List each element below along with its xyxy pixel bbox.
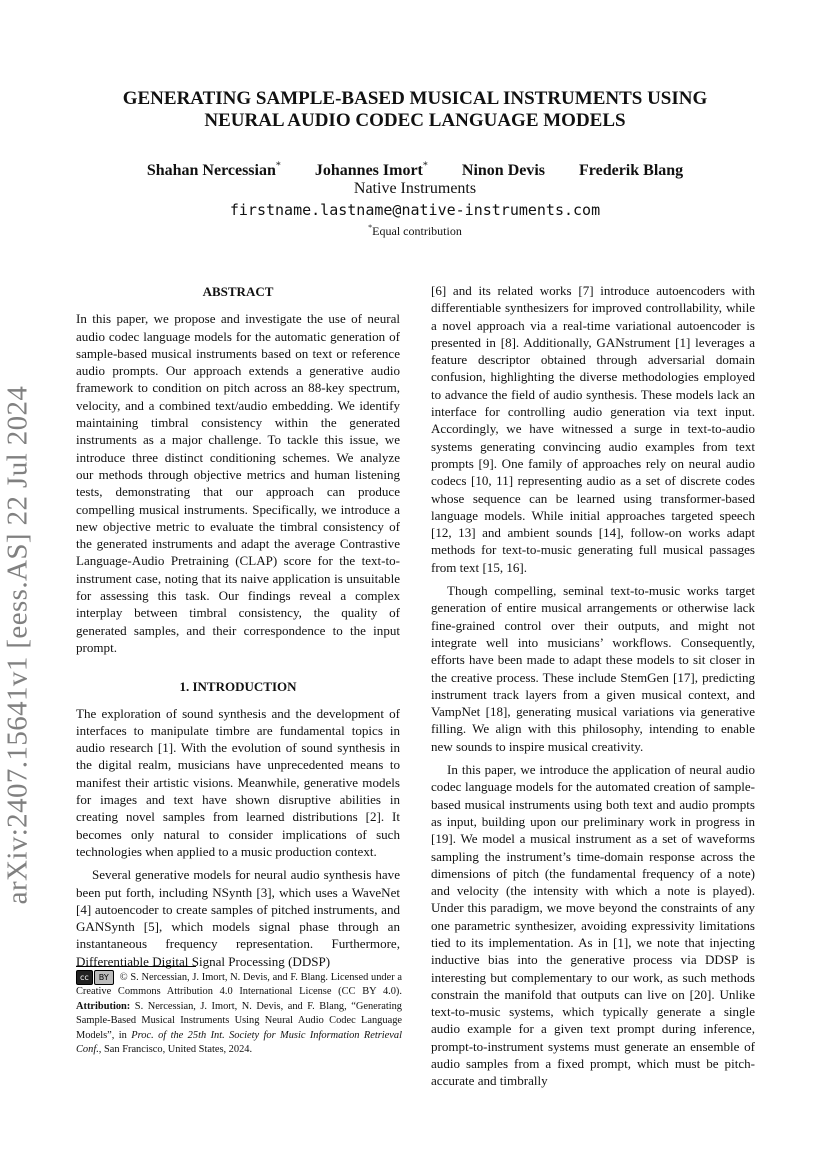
author-name: Ninon Devis [461,162,546,180]
affiliation: Native Instruments [353,180,477,197]
body-paragraph-3: In this paper, we introduce the application of neural audio codec language models for the automated creation of sample-based musical instruments using both text and audio prompts as input, building upon our preliminary work in progress in [19]. We model a musical instrument as a set of waveforms sampling the instrument’s time-domain response across the dimensions of pitch (the fundamental frequency of a note) and velocity (the intensity with which a note is played). Under this paradigm, we move beyond the constraints of any one parametric synthesizer, avoiding expressivity limitations tied to its implementation. As in [1], we note that injecting inductive bias into the generative process via DDSP is interesting but complementary to our work, as such methods constrain the manifold that outputs can live on [20]. Unlike text-to-music systems, which typically generate a single audio example for a given text prompt during inference, prompt-to-instrument systems must generate an ensemble of audio samples from a fixed prompt, which must be pitch-accurate and timbrally [431,762,755,1089]
attribution-label: Attribution: [76,1000,131,1012]
footnote-rule [76,966,196,967]
author [147,162,281,179]
author [579,162,683,179]
venue-text: Proc. of the 25th Int. Society for Music Information Retrieval Conf., [76,1029,402,1055]
license-footnote [76,970,402,1057]
cc-icon: cc [76,970,93,985]
abstract-text: In this paper, we propose and investigate the use of neural audio codec language models for the automatic generation of sample-based musical instruments based on text or reference audio prompts. Our approach extends a generative audio framework to condition on pitch across an 88-key spectrum, velocity, and a combined text/audio embedding. We identify maintaining timbral consistency within the generated instruments as a major challenge. To tackle this issue, we introduce three distinct conditioning schemes. We analyze our methods through objective metrics and human listening tests, demonstrating that our approach can produce compelling musical instruments. Specifically, we introduce a new objective metric to evaluate the timbral consistency of the generated instruments and adapt the average Contrastive Language-Audio Pretraining (CLAP) score for the text-to-instrument case, noting that its naive application is unsuitable for assessing this task. Our findings reveal a complex interplay between timbral consistency, the quality of generated samples, and their correspondence to the input prompt. [76,311,400,655]
left-column [76,283,400,970]
by-icon: BY [94,970,114,985]
attribution-text: S. Nercessian, J. Imort, N. Devis, and F. Blang, “Generating Sample-Based Musical Instruments Using Neural Audio Codec Language Models”, in [76,1000,402,1041]
author-list [60,161,770,180]
author [462,162,545,179]
intro-paragraph-1: The exploration of sound synthesis and the development of interfaces to manipulate timbre are fundamental topics in audio research [1]. With the evolution of sound synthesis in the digital realm, musicians have unprecedented means to manifest their artistic visions. Meanwhile, generative models for images and text have shown disruptive abilities in creating novel samples from learned distributions [2]. It becomes only natural to consider implications of such technologies when applied to a music production context. [76,705,400,859]
right-column [431,282,755,1090]
title-line-1: GENERATING SAMPLE-BASED MUSICAL INSTRUMENTS USING [122,88,708,109]
abstract-heading: ABSTRACT [202,284,274,299]
body-paragraph-1: [6] and its related works [7] introduce autoencoders with differentiable synthesizers for improved controllability, while a novel approach via a real-time variational autoencoder is presented in [8]. Additionally, GANstrument [1] leverages a feature descriptor obtained through adversarial domain confusion, highlighting the diverse methodologies employed to advance the field of audio synthesis. These models lack an interface for controlling audio generation via text input. Accordingly, we have witnessed a surge in text-to-audio systems generating convincing audio examples from text prompts [9]. One family of approaches rely on neural audio codecs [10, 11] representing audio as a set of discrete codes whose sequence can be learned using transformer-based language models. While initial approaches targeted speech [12, 13] and ambient sounds [14], follow-on works adapt methods for text-to-music generating full musical passages from text [15, 16]. [431,283,755,575]
introduction-heading: 1. INTRODUCTION [179,679,297,695]
intro-paragraph-2: Several generative models for neural audio synthesis have been put forth, including NSynth [3], which uses a WaveNet [4] autoencoder to create samples of pitched instruments, and GANSynth [5], which models signal phase through an instantaneous frequency representation. Furthermore, Differentiable Digital Signal Processing (DDSP) [76,867,400,969]
equal-mark: * [368,223,373,232]
author-name: Shahan Nercessian [146,162,276,180]
author [315,162,428,179]
author-name: Frederik Blang [579,162,684,180]
location-text: San Francisco, United States, 2024. [104,1043,253,1055]
license-text: © S. Nercessian, J. Imort, N. Devis, and F. Blang. Licensed under a Creative Commons Attribution 4.0 International License (CC BY 4.0). [76,971,402,998]
author-mark: * [422,161,428,172]
title-line-2: NEURAL AUDIO CODEC LANGUAGE MODELS [204,110,626,131]
author-mark: * [275,161,281,172]
paper-title [60,88,770,132]
cc-by-license-icon [76,970,114,985]
arxiv-identifier: arXiv:2407.15641v1 [eess.AS] 22 Jul 2024 [1,385,34,905]
equal-contribution-note [60,223,770,239]
author-email: firstname.lastname@native-instruments.com [229,201,601,219]
author-name: Johannes Imort [314,162,423,180]
equal-note-text: Equal contribution [372,224,462,238]
body-paragraph-2: Though compelling, seminal text-to-music works target generation of entire musical arrangements or otherwise lack fine-grained control over their outputs, and might not integrate well into musicians’ workflows. Consequently, efforts have been made to adapt these models to sit closer in the creative process. These include StemGen [17], predicting instrument track layers from a given musical context, and VampNet [18], generating musical variations via generative filling. We align with this philosophy, intending to enable new sounds to inspire musical creativity. [431,583,755,754]
